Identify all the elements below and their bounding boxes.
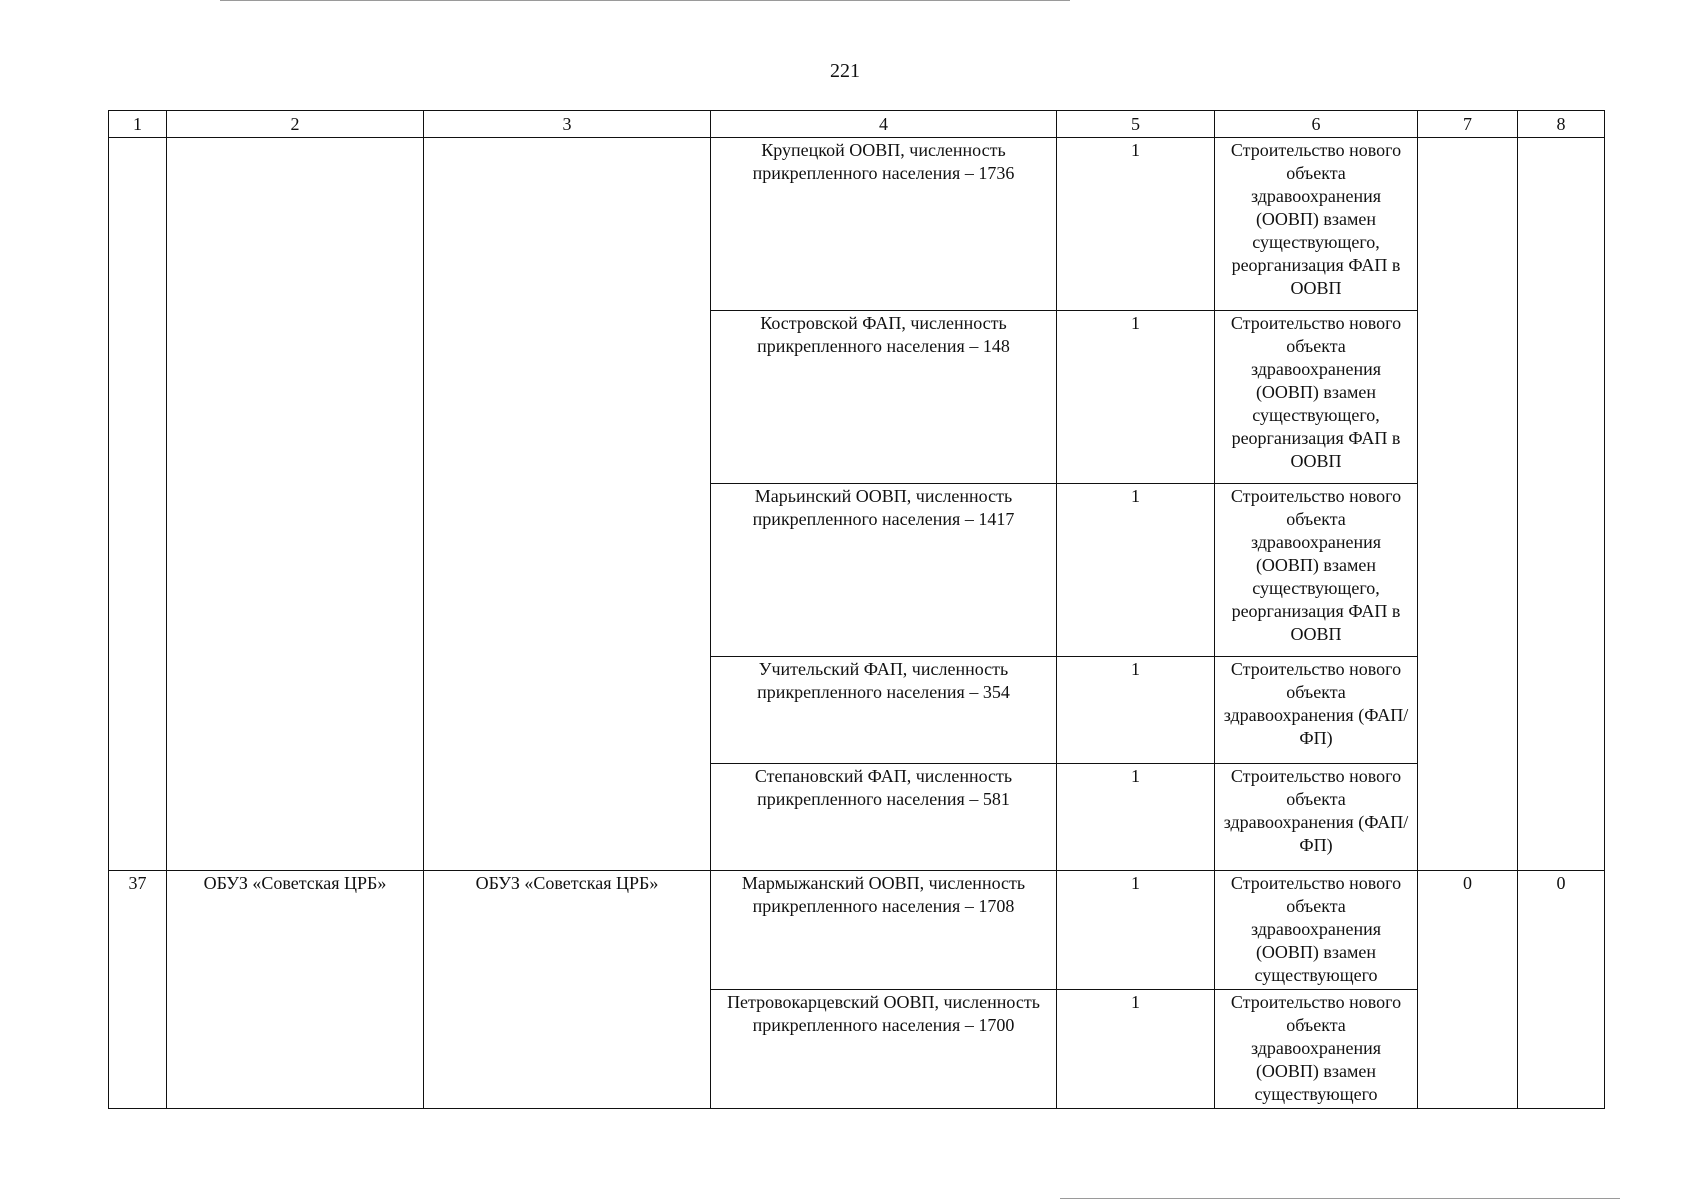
facilities-table (108, 110, 1605, 1109)
cell-facility: Марьинский ООВП, численность прикрепленного населения – 1417 (711, 484, 1057, 657)
column-header: 6 (1215, 111, 1418, 138)
cell-subordinate: ОБУЗ «Советская ЦРБ» (424, 871, 711, 1109)
cell-col7 (1418, 138, 1518, 871)
column-header: 8 (1518, 111, 1605, 138)
bottom-scan-line (1060, 1198, 1620, 1199)
page-number: 221 (830, 60, 860, 82)
cell-number (109, 138, 167, 871)
cell-organization (167, 138, 424, 871)
table-row (109, 871, 1605, 990)
cell-quantity: 1 (1057, 484, 1215, 657)
cell-col8 (1518, 138, 1605, 871)
cell-facility: Костровской ФАП, численность прикрепленного населения – 148 (711, 311, 1057, 484)
cell-col8: 0 (1518, 871, 1605, 1109)
cell-quantity: 1 (1057, 311, 1215, 484)
cell-subordinate (424, 138, 711, 871)
cell-action: Строительство нового объекта здравоохранения (ООВП) взамен существующего, реорганизация ФАП в ООВП (1215, 138, 1418, 311)
table-row (109, 138, 1605, 311)
cell-quantity: 1 (1057, 990, 1215, 1109)
column-header: 7 (1418, 111, 1518, 138)
cell-organization: ОБУЗ «Советская ЦРБ» (167, 871, 424, 1109)
cell-action: Строительство нового объекта здравоохранения (ООВП) взамен существующего, реорганизация ФАП в ООВП (1215, 484, 1418, 657)
table-header-row (109, 111, 1605, 138)
cell-facility: Степановский ФАП, численность прикрепленного населения – 581 (711, 764, 1057, 871)
top-scan-line (220, 0, 1070, 1)
cell-number: 37 (109, 871, 167, 1109)
column-header: 1 (109, 111, 167, 138)
cell-action: Строительство нового объекта здравоохранения (ФАП/ФП) (1215, 657, 1418, 764)
cell-facility: Петровокарцевский ООВП, численность прикрепленного населения – 1700 (711, 990, 1057, 1109)
cell-col7: 0 (1418, 871, 1518, 1109)
column-header: 2 (167, 111, 424, 138)
column-header: 3 (424, 111, 711, 138)
column-header: 4 (711, 111, 1057, 138)
cell-action: Строительство нового объекта здравоохранения (ФАП/ФП) (1215, 764, 1418, 871)
cell-action: Строительство нового объекта здравоохранения (ООВП) взамен существующего (1215, 990, 1418, 1109)
cell-quantity: 1 (1057, 138, 1215, 311)
column-header: 5 (1057, 111, 1215, 138)
cell-facility: Крупецкой ООВП, численность прикрепленного населения – 1736 (711, 138, 1057, 311)
cell-quantity: 1 (1057, 657, 1215, 764)
cell-facility: Мармыжанский ООВП, численность прикрепленного населения – 1708 (711, 871, 1057, 990)
cell-quantity: 1 (1057, 764, 1215, 871)
cell-action: Строительство нового объекта здравоохранения (ООВП) взамен существующего (1215, 871, 1418, 990)
cell-facility: Учительский ФАП, численность прикрепленного населения – 354 (711, 657, 1057, 764)
cell-action: Строительство нового объекта здравоохранения (ООВП) взамен существующего, реорганизация ФАП в ООВП (1215, 311, 1418, 484)
cell-quantity: 1 (1057, 871, 1215, 990)
